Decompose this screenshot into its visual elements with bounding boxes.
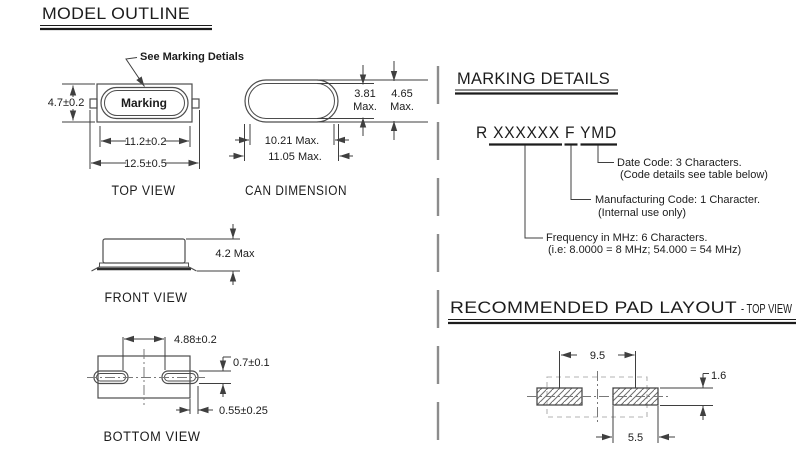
mfg-code-note-line1: Manufacturing Code: 1 Character.: [595, 194, 761, 206]
date-code-note-line1: Date Code: 3 Characters.: [617, 157, 742, 169]
inner-width-dim-label: 11.2±0.2: [124, 136, 167, 148]
bottom-view-label: BOTTOM VIEW: [103, 429, 201, 444]
lead-spacing-dim-label: 4.88±0.2: [174, 334, 217, 346]
can-dimension-drawing: [229, 61, 428, 198]
frequency-note-line2: (i.e: 8.0000 = 8 MHz; 54.000 = 54 MHz): [548, 244, 742, 256]
top-view-label: TOP VIEW: [111, 183, 176, 198]
can-inner-width-label: 10.21 Max.: [264, 135, 320, 147]
mfg-code-leader: [571, 146, 591, 200]
can-outer-width-label: 11.05 Max.: [268, 151, 322, 163]
pad-width-dim-label: 5.5: [627, 432, 644, 444]
can-inner: [249, 84, 335, 119]
marking-details-title: MARKING DETAILS: [457, 69, 610, 88]
front-view-label: FRONT VIEW: [104, 290, 188, 305]
date-code-leader: [598, 146, 614, 163]
pad-layout-section: [448, 298, 796, 444]
top-view-drawing: [48, 51, 244, 198]
inner-height-value: 3.81: [354, 88, 376, 100]
right-lead-tab: [192, 99, 199, 108]
pad-spacing-dim-label: 9.5: [589, 350, 606, 362]
can-body-front: [103, 239, 185, 263]
pad-layout-title: RECOMMENDED PAD LAYOUT: [450, 298, 737, 317]
front-height-dim-label: 4.2 Max: [215, 248, 255, 260]
frequency-leader: [525, 146, 543, 239]
frequency-note-line1: Frequency in MHz: 6 Characters.: [546, 232, 708, 244]
date-code-note-line2: (Code details see table below): [620, 169, 768, 181]
height-dim-label: 4.7±0.2: [47, 97, 85, 109]
marking-text: Marking: [120, 96, 168, 110]
outer-height-unit: Max.: [390, 101, 414, 113]
marking-code-string: R XXXXXX F YMD: [476, 124, 617, 142]
pad-layout-subtitle: - TOP VIEW: [741, 301, 793, 316]
mfg-code-note-line2: (Internal use only): [598, 207, 687, 219]
inner-height-unit: Max.: [353, 101, 377, 113]
front-view-drawing: [92, 224, 256, 305]
lead-thickness-dim-label: 0.7±0.1: [233, 357, 270, 369]
marking-details-section: [455, 69, 768, 256]
outer-width-dim-label: 12.5±0.5: [124, 158, 167, 170]
model-outline-section: [40, 4, 428, 444]
can-outer: [245, 80, 338, 122]
pad-height-dim-label: 1.6: [711, 370, 727, 382]
outer-height-value: 4.65: [391, 88, 413, 100]
can-dimension-label: CAN DIMENSION: [245, 183, 347, 198]
left-lead-tab: [90, 99, 97, 108]
lead-protrusion-dim-label: 0.55±0.25: [219, 405, 268, 417]
bottom-view-drawing: [87, 334, 270, 444]
model-outline-title: MODEL OUTLINE: [42, 4, 190, 23]
see-marking-callout: See Marking Detials: [140, 51, 244, 63]
